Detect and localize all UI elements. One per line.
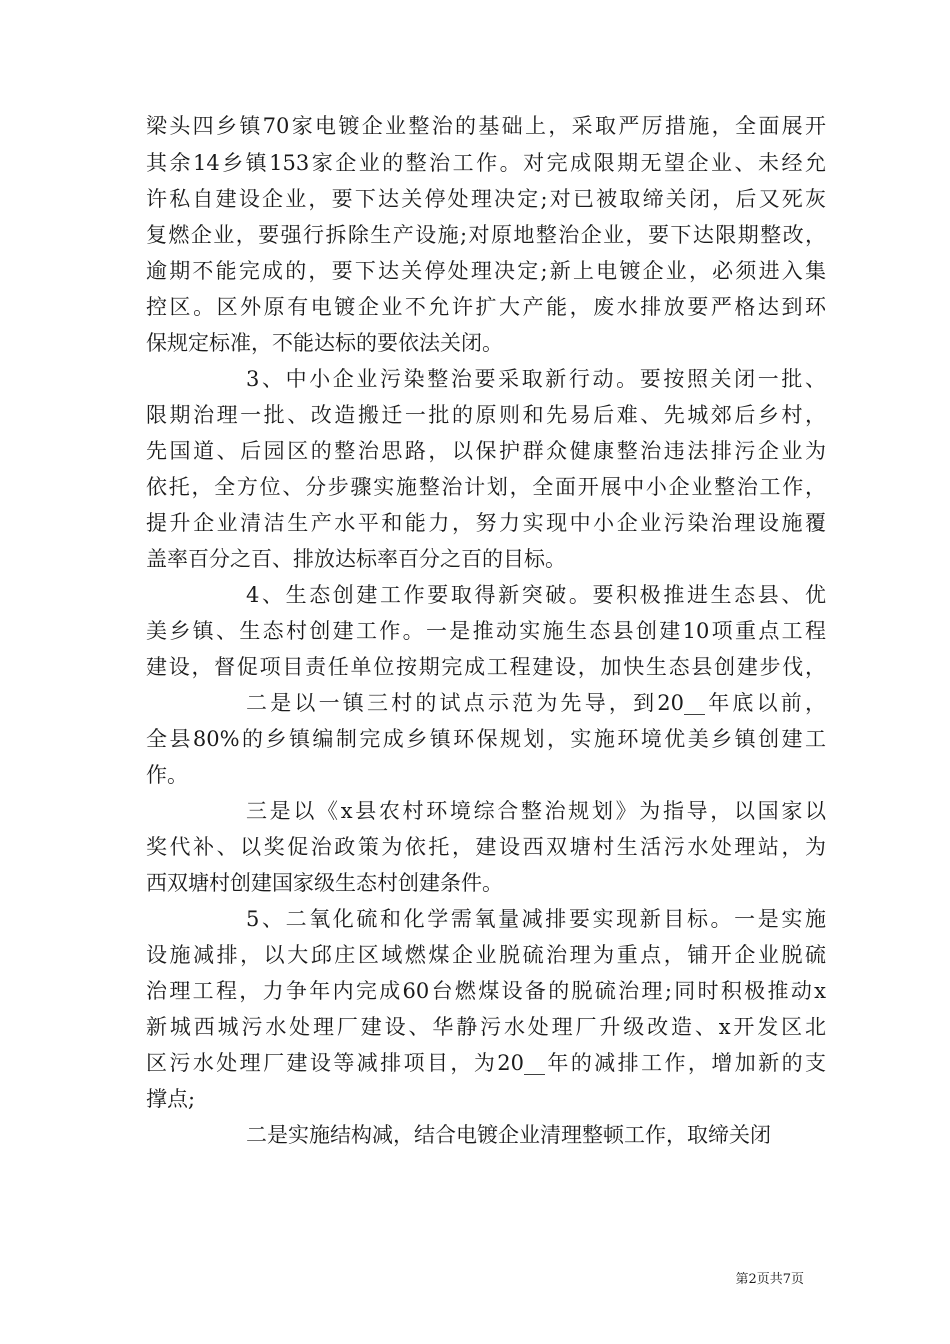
text-line: 建设，督促项目责任单位按期完成工程建设，加快生态县创建步伐， xyxy=(146,655,826,679)
text-line: 许私自建设企业，要下达关停处理决定;对已被取缔关闭，后又死灰 xyxy=(146,187,826,211)
text-line: 作。 xyxy=(146,763,188,787)
text-line: 先国道、后园区的整治思路，以保护群众健康整治违法排污企业为 xyxy=(146,439,826,463)
text-line: 控区。区外原有电镀企业不允许扩大产能，废水排放要严格达到环 xyxy=(146,295,826,319)
text-line: 逾期不能完成的，要下达关停处理决定;新上电镀企业，必须进入集 xyxy=(146,259,826,283)
text-line: 依托，全方位、分步骤实施整治计划，全面开展中小企业整治工作， xyxy=(146,475,826,499)
text-line: 西双塘村创建国家级生态村创建条件。 xyxy=(146,871,503,895)
page-number: 第2页共7页 xyxy=(735,1272,804,1287)
text-line: 奖代补、以奖促治政策为依托，建设西双塘村生活污水处理站，为 xyxy=(146,835,826,859)
text-line: 撑点; xyxy=(146,1087,196,1111)
text-line: 其余14乡镇153家企业的整治工作。对完成限期无望企业、未经允 xyxy=(146,151,826,175)
text-line: 区污水处理厂建设等减排项目，为20__年的减排工作，增加新的支 xyxy=(146,1051,826,1075)
text-line: 二是以一镇三村的试点示范为先导，到20__年底以前， xyxy=(246,691,826,715)
text-line: 治理工程，力争年内完成60台燃煤设备的脱硫治理;同时积极推动x xyxy=(146,979,826,1003)
text-line: 新城西城污水处理厂建设、华静污水处理厂升级改造、x开发区北 xyxy=(146,1015,826,1039)
text-line: 复燃企业，要强行拆除生产设施;对原地整治企业，要下达限期整改， xyxy=(146,223,826,247)
text-line: 梁头四乡镇70家电镀企业整治的基础上，采取严厉措施，全面展开 xyxy=(146,114,826,138)
text-line: 3、中小企业污染整治要采取新行动。要按照关闭一批、 xyxy=(246,367,826,391)
text-line: 设施减排，以大邱庄区域燃煤企业脱硫治理为重点，铺开企业脱硫 xyxy=(146,943,826,967)
text-line: 全县80%的乡镇编制完成乡镇环保规划，实施环境优美乡镇创建工 xyxy=(146,727,826,751)
text-line: 保规定标准，不能达标的要依法关闭。 xyxy=(146,331,503,355)
text-line: 美乡镇、生态村创建工作。一是推动实施生态县创建10项重点工程 xyxy=(146,619,826,643)
text-line: 4、生态创建工作要取得新突破。要积极推进生态县、优 xyxy=(246,583,826,607)
text-line: 限期治理一批、改造搬迁一批的原则和先易后难、先城郊后乡村， xyxy=(146,403,826,427)
text-line: 三是以《x县农村环境综合整治规划》为指导，以国家以 xyxy=(246,799,826,823)
text-line: 5、二氧化硫和化学需氧量减排要实现新目标。一是实施 xyxy=(246,907,826,931)
text-line: 二是实施结构减，结合电镀企业清理整顿工作，取缔关闭 xyxy=(246,1123,771,1147)
text-line: 提升企业清洁生产水平和能力，努力实现中小企业污染治理设施覆 xyxy=(146,511,826,535)
text-line: 盖率百分之百、排放达标率百分之百的目标。 xyxy=(146,547,566,571)
